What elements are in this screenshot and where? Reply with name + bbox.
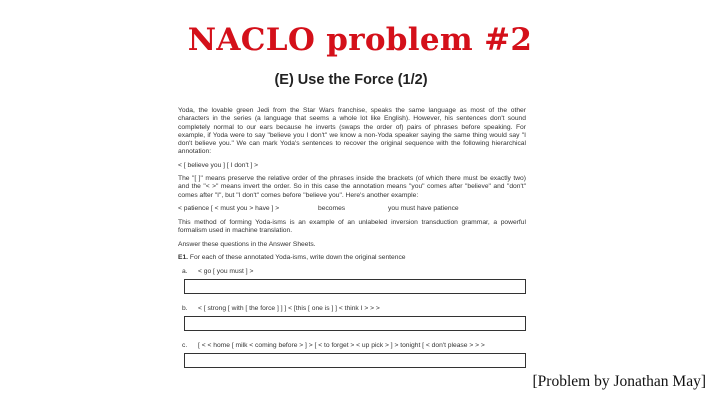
problem-document	[176, 72, 526, 372]
problem-credit: [Problem by Jonathan May]	[532, 373, 706, 390]
task-text: For each of these annotated Yoda-isms, write down the original sentence	[189, 253, 406, 261]
explanation-paragraph: The "[ ]" means preserve the relative order of the phrases inside the brackets (of which there must be exactly two) and the "< >" means invert the order. So in this case the annotation means "you" comes after "believe" and "don't" comes after "I", but "I don't" comes before "believe you". Here's another example:	[178, 175, 526, 199]
question-a	[176, 267, 526, 277]
question-b	[176, 304, 526, 314]
answer-box-c[interactable]	[184, 353, 526, 368]
question-text: < [ strong [ with [ the force ] ] ] < [this [ one is ] ] < think I > > >	[198, 305, 380, 313]
second-example-result: you must have patience	[388, 204, 459, 212]
slide-title: NACLO problem #2	[187, 22, 533, 58]
task-line	[176, 254, 526, 262]
second-example	[176, 205, 526, 214]
answer-box-b[interactable]	[184, 316, 526, 331]
question-letter: c.	[182, 342, 188, 350]
question-letter: a.	[182, 268, 188, 276]
second-example-annotated: < patience [ < must you > have ] >	[178, 204, 280, 212]
second-example-becomes: becomes	[318, 204, 346, 212]
answer-box-a[interactable]	[184, 279, 526, 294]
instruction-text: Answer these questions in the Answer Sheets.	[178, 240, 316, 248]
document-heading: (E) Use the Force (1/2)	[274, 72, 428, 88]
annotation-example: < [ believe you ] [ I don't ] >	[178, 161, 259, 169]
question-c	[176, 341, 526, 351]
formalism-paragraph: This method of forming Yoda-isms is an example of an unlabeled inversion transduction grammar, a powerful formalism used in machine translation.	[178, 218, 526, 235]
question-text: < go [ you must ] >	[198, 268, 254, 276]
question-letter: b.	[182, 305, 188, 313]
task-label: E1.	[178, 253, 189, 261]
question-text: [ < < home [ milk < coming before > ] > [ < to forget > < up pick > ] > tonight [ < don't please > > >	[198, 342, 485, 350]
intro-paragraph: Yoda, the lovable green Jedi from the Star Wars franchise, speaks the same language as most of the other characters in the series (a language that seems a whole lot like English). However, his sentences don't sound completely normal to our ears because he inverts (swaps the order of) pairs of phrases before speaking. For example, if Yoda were to say "believe you I don't" we know a non-Yoda speaker saying the same thing would say "I don't believe you." We can mark Yoda's sentences to recover the original sequence with the following hierarchical annotation:	[178, 107, 526, 156]
